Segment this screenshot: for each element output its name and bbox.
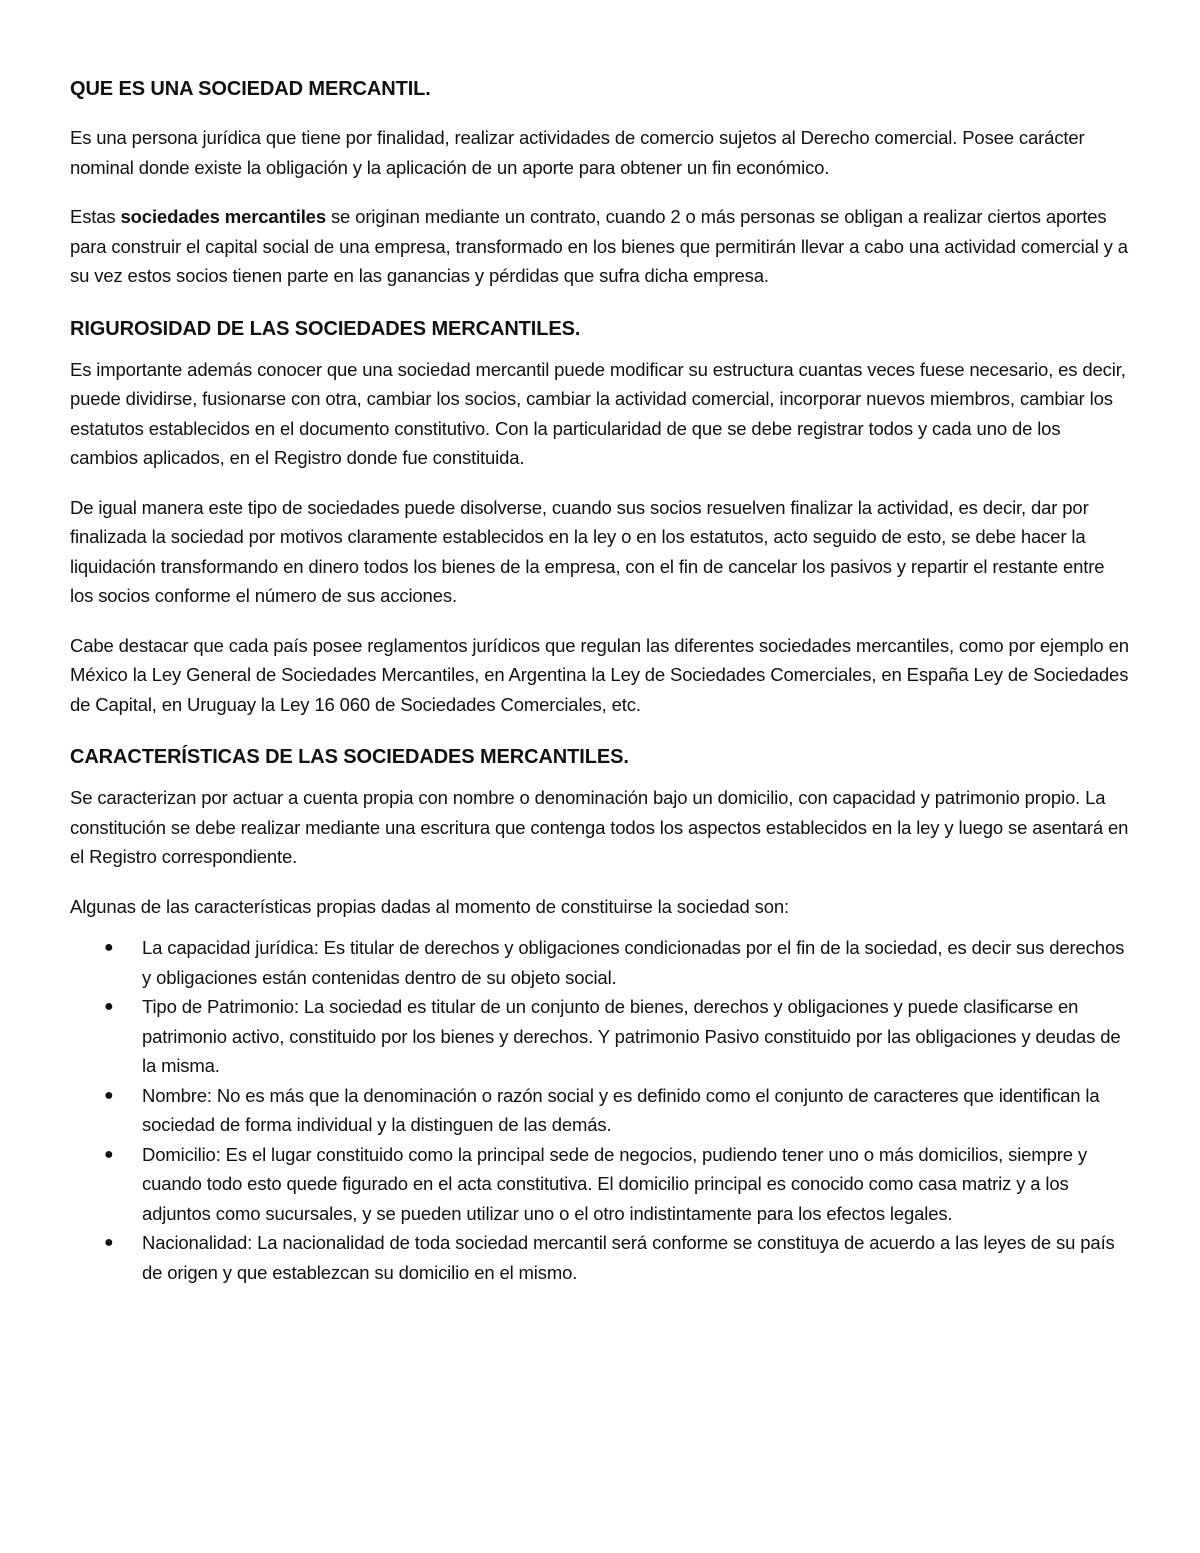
- list-item: [104, 1081, 1132, 1140]
- list-item-text: Nombre: No es más que la denominación o razón social y es definido como el conjunto de caracteres que identifican la sociedad de forma individual y la distinguen de las demás.: [142, 1084, 1100, 1135]
- list-item-text: Domicilio: Es el lugar constituido como la principal sede de negocios, pudiendo tener uno o más domicilios, siempre y cuando todo esto quede figurado en el acta constitutiva. El domicilio principal es conocido como casa matriz y a los adjuntos como sucursales, y se pueden utilizar uno o el otro indistintamente para los efectos legales.: [142, 1143, 1087, 1224]
- section-heading-que-es: QUE ES UNA SOCIEDAD MERCANTIL.: [70, 78, 431, 100]
- list-item: [104, 1140, 1132, 1229]
- paragraph-dissolution: De igual manera este tipo de sociedades puede disolverse, cuando sus socios resuelven finalizar la actividad, es decir, dar por finalizada la sociedad por motivos claramente establecidos en la ley o en los estatutos, acto seguido de esto, se debe hacer la liquidación transformando en dinero todos los bienes de la empresa, con el fin de cancelar los pasivos y repartir el restante entre los socios conforme el número de sus acciones.: [70, 496, 1105, 606]
- paragraph-origin-start: Estas: [70, 206, 121, 227]
- list-item-text: Tipo de Patrimonio: La sociedad es titular de un conjunto de bienes, derechos y obligaciones y puede clasificarse en patrimonio activo, constituido por los bienes y derechos. Y patrimonio Pasivo constituido por las obligaciones y deudas de la misma.: [142, 996, 1121, 1076]
- bold-term-sociedades-mercantiles: sociedades mercantiles: [120, 206, 326, 227]
- section-heading-rigurosidad: RIGUROSIDAD DE LAS SOCIEDADES MERCANTILES.: [70, 317, 581, 340]
- bullet-icon: ●: [104, 1086, 114, 1104]
- document-page: [70, 74, 1132, 1287]
- list-item: [104, 992, 1132, 1081]
- list-item: [104, 933, 1132, 992]
- bullet-icon: ●: [104, 1145, 114, 1163]
- bullet-icon: ●: [104, 939, 114, 956]
- characteristics-list: [70, 933, 1132, 1287]
- paragraph-modification: Es importante además conocer que una sociedad mercantil puede modificar su estructura cuantas veces fuese necesario, es decir, puede dividirse, fusionarse con otra, cambiar los socios, cambiar la actividad comercial, incorporar nuevos miembros, cambiar los estatutos establecidos en el documento constitutivo. Con la particularidad de que se debe registrar todos y cada uno de los cambios aplicados, en el Registro donde fue constituida.: [70, 358, 1126, 468]
- paragraph-list-intro: Algunas de las características propias dadas al momento de constituirse la sociedad son:: [70, 895, 789, 917]
- list-item-text: La capacidad jurídica: Es titular de derechos y obligaciones condicionadas por el fin de la sociedad, es decir sus derechos y obligaciones están contenidas dentro de su objeto social.: [142, 937, 1125, 988]
- section-heading-caracteristicas: CARACTERÍSTICAS DE LAS SOCIEDADES MERCANTILES.: [70, 746, 629, 768]
- bullet-icon: ●: [104, 1234, 114, 1251]
- paragraph-characteristics: Se caracterizan por actuar a cuenta propia con nombre o denominación bajo un domicilio, con capacidad y patrimonio propio. La constitución se debe realizar mediante una escritura que contenga todos los aspectos establecidos en la ley y luego se asentará en el Registro correspondiente.: [70, 787, 1129, 867]
- list-item: [104, 1228, 1132, 1287]
- list-item-text: Nacionalidad: La nacionalidad de toda sociedad mercantil será conforme se constituya de acuerdo a las leyes de su país de origen y que establezcan su domicilio en el mismo.: [142, 1232, 1115, 1283]
- paragraph-regulations: Cabe destacar que cada país posee reglamentos jurídicos que regulan las diferentes sociedades mercantiles, como por ejemplo en México la Ley General de Sociedades Mercantiles, en Argentina la Ley de Sociedades Comerciales, en España Ley de Sociedades de Capital, en Uruguay la Ley 16 060 de Sociedades Comerciales, etc.: [70, 634, 1129, 715]
- paragraph-origin: [70, 202, 1132, 291]
- paragraph-definition: Es una persona jurídica que tiene por finalidad, realizar actividades de comercio sujetos al Derecho comercial. Posee carácter nominal donde existe la obligación y la aplicación de un aporte para obtener un fin económico.: [70, 127, 1085, 178]
- bullet-icon: ●: [104, 998, 114, 1015]
- paragraph-origin-rest: se originan mediante un contrato, cuando 2 o más personas se obligan a realizar ciertos aportes para construir el capital social de una empresa, transformado en los bienes que permitirán llevar a cabo una actividad comercial y a su vez estos socios tienen parte en las ganancias y pérdidas que sufra dicha empresa.: [70, 206, 1128, 286]
